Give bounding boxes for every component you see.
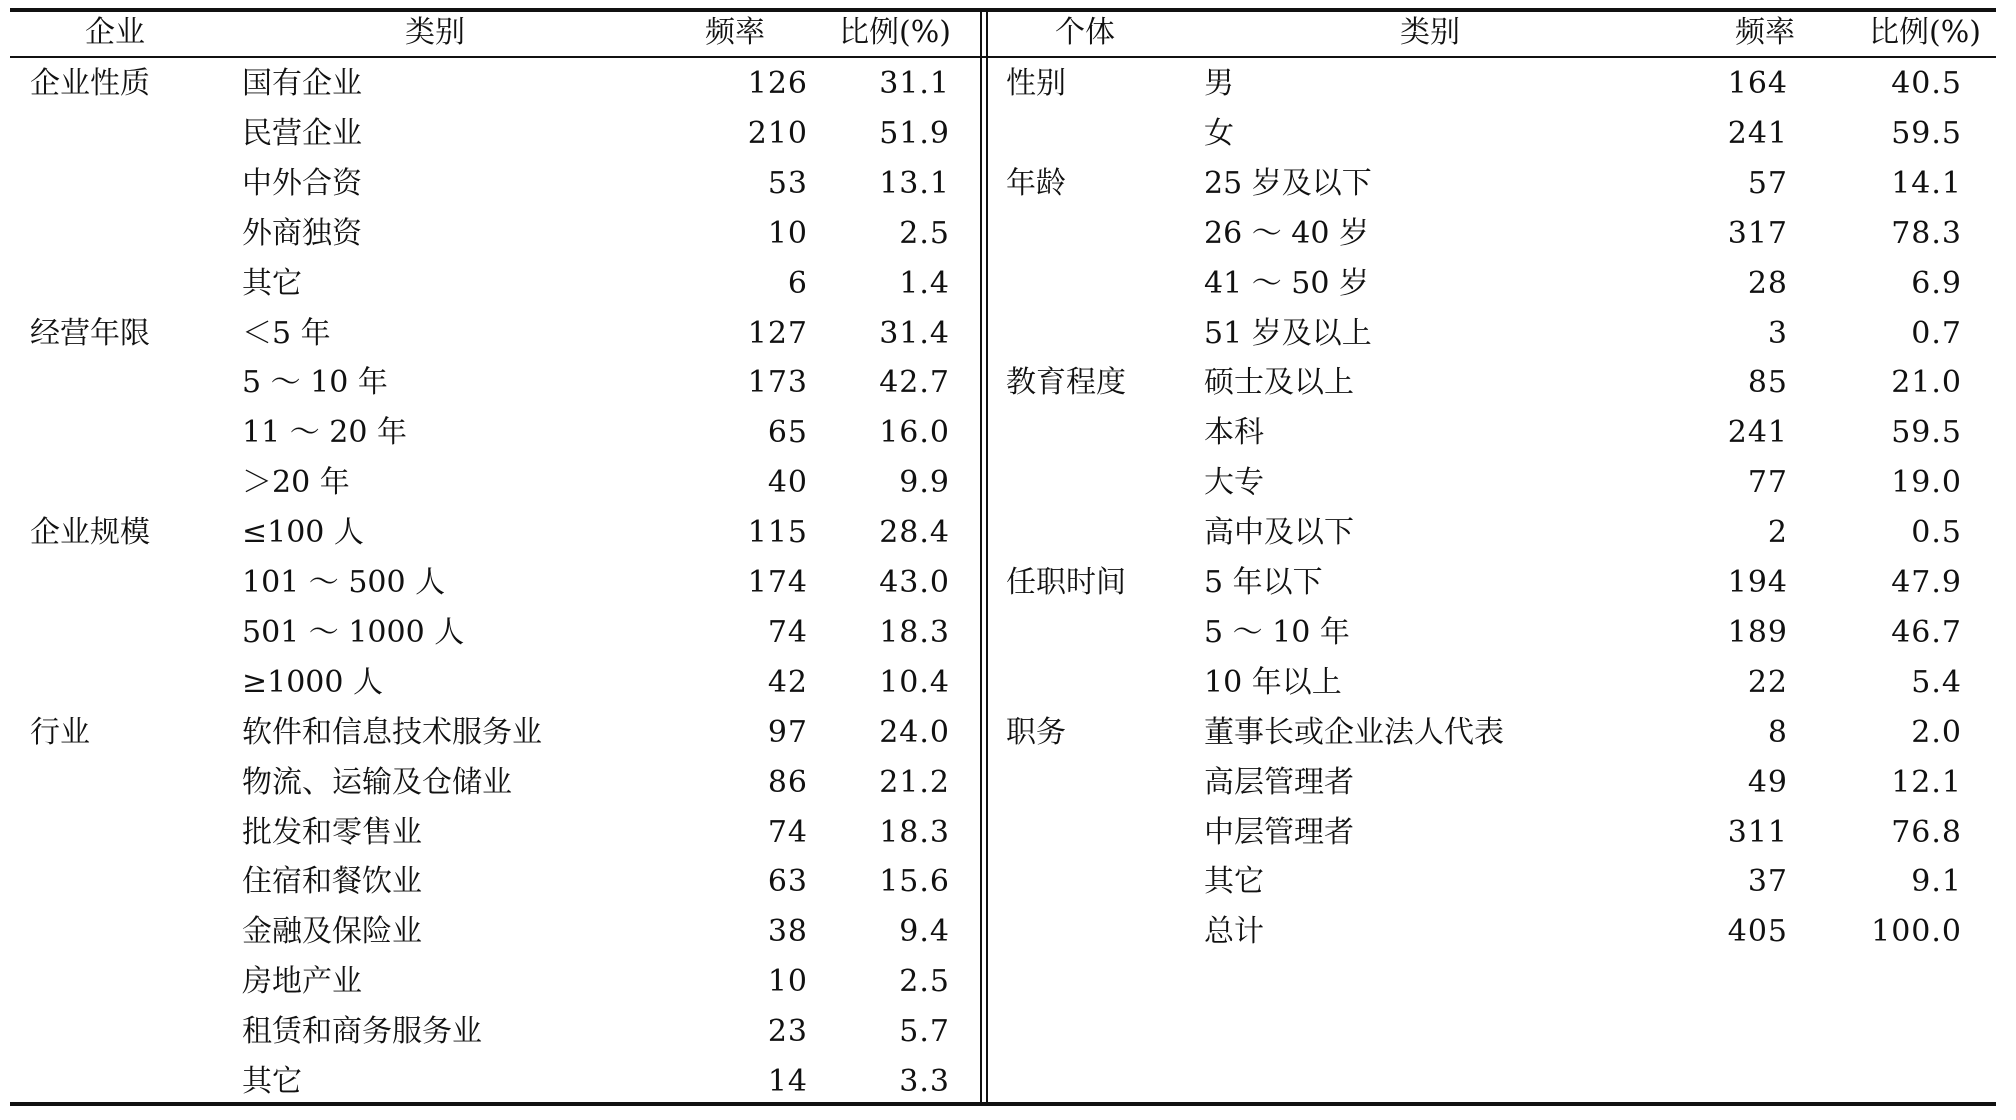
frequency-cell: 241 [1727, 115, 1788, 151]
group-cell [30, 608, 230, 658]
percent-cell: 24.0 [879, 714, 950, 750]
frequency-cell: 8 [1767, 714, 1788, 750]
category-cell: ＜5 年 [242, 315, 331, 351]
percent-cell: 78.3 [1891, 215, 1962, 251]
group-cell: 性别 [1006, 66, 1066, 101]
left-header-frequency: 频率 [705, 15, 765, 50]
percent-cell: 28.4 [879, 515, 950, 551]
percent-cell: 47.9 [1891, 565, 1962, 600]
frequency-cell: 42 [767, 664, 808, 700]
category-cell: 大专 [1204, 465, 1264, 501]
group-cell [1006, 259, 1206, 309]
category-cell: 中外合资 [242, 165, 362, 201]
category-cell: 男 [1204, 66, 1234, 101]
category-cell: 101 ～ 500 人 [242, 565, 446, 600]
group-cell [1006, 209, 1206, 259]
panel-divider-line [986, 8, 988, 1106]
group-cell [30, 358, 230, 408]
frequency-cell: 22 [1747, 664, 1788, 700]
group-cell [30, 408, 230, 458]
group-cell [1006, 508, 1206, 558]
group-cell: 行业 [30, 714, 90, 750]
group-cell [1006, 608, 1206, 658]
group-cell [1006, 758, 1206, 808]
group-cell [1006, 309, 1206, 359]
right-header-group: 个体 [1055, 15, 1115, 50]
percent-cell: 2.5 [899, 964, 950, 1000]
category-cell: 26 ～ 40 岁 [1204, 215, 1369, 251]
category-cell: 51 岁及以上 [1204, 315, 1372, 351]
category-cell: 高中及以下 [1204, 515, 1354, 551]
frequency-cell: 10 [767, 964, 808, 1000]
group-cell [1006, 109, 1206, 159]
category-cell: 董事长或企业法人代表 [1204, 714, 1504, 750]
group-cell [1006, 408, 1206, 458]
category-cell: 民营企业 [242, 115, 362, 151]
panel-divider-line [980, 8, 982, 1106]
percent-cell: 59.5 [1891, 415, 1962, 451]
group-cell [1006, 907, 1206, 957]
percent-cell: 13.1 [879, 165, 950, 201]
percent-cell: 9.9 [899, 465, 950, 501]
frequency-cell: 210 [747, 115, 808, 151]
group-cell: 职务 [1006, 714, 1066, 750]
category-cell: 25 岁及以下 [1204, 165, 1372, 201]
percent-cell: 43.0 [879, 565, 950, 600]
category-cell: 女 [1204, 115, 1234, 151]
frequency-cell: 65 [767, 415, 808, 451]
percent-cell: 16.0 [879, 415, 950, 451]
category-cell: 总计 [1204, 914, 1264, 950]
group-cell: 企业规模 [30, 515, 150, 551]
percent-cell: 0.5 [1911, 515, 1962, 551]
frequency-cell: 3 [1767, 315, 1788, 351]
category-cell: ≤100 人 [242, 515, 364, 551]
percent-cell: 5.4 [1911, 664, 1962, 700]
frequency-cell: 174 [747, 565, 808, 600]
group-cell [30, 159, 230, 209]
category-cell: 中层管理者 [1204, 814, 1354, 850]
percent-cell: 18.3 [879, 614, 950, 650]
category-cell: ≥1000 人 [242, 664, 384, 700]
frequency-cell: 37 [1747, 864, 1788, 900]
frequency-cell: 85 [1747, 365, 1788, 401]
frequency-cell: 173 [747, 365, 808, 401]
group-cell [30, 109, 230, 159]
category-cell: 物流、运输及仓储业 [242, 764, 512, 800]
frequency-cell: 311 [1727, 814, 1788, 850]
group-cell [30, 558, 230, 608]
frequency-cell: 74 [767, 814, 808, 850]
frequency-cell: 97 [767, 714, 808, 750]
percent-cell: 3.3 [899, 1064, 950, 1099]
category-cell: 批发和零售业 [242, 814, 422, 850]
group-cell: 年龄 [1006, 165, 1066, 201]
category-cell: 其它 [1204, 864, 1264, 900]
percent-cell: 19.0 [1891, 465, 1962, 501]
percent-cell: 42.7 [879, 365, 950, 401]
group-cell [30, 209, 230, 259]
frequency-cell: 77 [1747, 465, 1788, 501]
category-cell: 41 ～ 50 岁 [1204, 265, 1369, 301]
category-cell: ＞20 年 [242, 465, 350, 501]
category-cell: 金融及保险业 [242, 914, 422, 950]
category-cell: 住宿和餐饮业 [242, 864, 422, 900]
group-cell [30, 1057, 230, 1107]
category-cell: 其它 [242, 1064, 302, 1099]
frequency-cell: 2 [1767, 515, 1788, 551]
category-cell: 本科 [1204, 415, 1264, 451]
group-cell [30, 907, 230, 957]
right-header-frequency: 频率 [1735, 15, 1795, 50]
right-header-category: 类别 [1400, 15, 1460, 50]
category-cell: 高层管理者 [1204, 764, 1354, 800]
percent-cell: 2.0 [1911, 714, 1962, 750]
category-cell: 501 ～ 1000 人 [242, 614, 465, 650]
frequency-cell: 14 [767, 1064, 808, 1099]
percent-cell: 9.4 [899, 914, 950, 950]
percent-cell: 0.7 [1911, 315, 1962, 351]
category-cell: 硕士及以上 [1204, 365, 1354, 401]
group-cell [30, 957, 230, 1007]
percent-cell: 21.0 [1891, 365, 1962, 401]
percent-cell: 18.3 [879, 814, 950, 850]
frequency-cell: 53 [767, 165, 808, 201]
category-cell: 5 ～ 10 年 [1204, 614, 1350, 650]
percent-cell: 76.8 [1891, 814, 1962, 850]
percent-cell: 51.9 [879, 115, 950, 151]
percent-cell: 14.1 [1891, 165, 1962, 201]
group-cell [1006, 458, 1206, 508]
frequency-cell: 6 [787, 265, 808, 301]
frequency-cell: 317 [1727, 215, 1788, 251]
percent-cell: 100.0 [1871, 914, 1962, 950]
percent-cell: 5.7 [899, 1014, 950, 1050]
group-cell: 经营年限 [30, 315, 150, 351]
frequency-cell: 23 [767, 1014, 808, 1050]
frequency-cell: 115 [747, 515, 808, 551]
percent-cell: 31.1 [879, 66, 950, 101]
group-cell: 任职时间 [1006, 565, 1126, 600]
frequency-cell: 86 [767, 764, 808, 800]
category-cell: 国有企业 [242, 66, 362, 101]
left-header-category: 类别 [405, 15, 465, 50]
group-cell: 企业性质 [30, 66, 150, 101]
group-cell [30, 857, 230, 907]
group-cell [30, 808, 230, 858]
group-cell [30, 458, 230, 508]
category-cell: 5 ～ 10 年 [242, 365, 388, 401]
category-cell: 软件和信息技术服务业 [242, 714, 542, 750]
percent-cell: 40.5 [1891, 66, 1962, 101]
frequency-cell: 74 [767, 614, 808, 650]
group-cell [30, 758, 230, 808]
group-cell: 教育程度 [1006, 365, 1126, 401]
frequency-cell: 126 [747, 66, 808, 101]
frequency-cell: 10 [767, 215, 808, 251]
percent-cell: 6.9 [1911, 265, 1962, 301]
frequency-cell: 127 [747, 315, 808, 351]
group-cell [1006, 857, 1206, 907]
percent-cell: 1.4 [899, 265, 950, 301]
frequency-cell: 57 [1747, 165, 1788, 201]
right-header-percent: 比例(%) [1869, 15, 1981, 50]
category-cell: 5 年以下 [1204, 565, 1323, 600]
category-cell: 11 ～ 20 年 [242, 415, 407, 451]
percent-cell: 46.7 [1891, 614, 1962, 650]
category-cell: 其它 [242, 265, 302, 301]
category-cell: 房地产业 [242, 964, 362, 1000]
percent-cell: 12.1 [1891, 764, 1962, 800]
group-cell [1006, 658, 1206, 708]
left-header-group: 企业 [85, 15, 145, 50]
frequency-cell: 189 [1727, 614, 1788, 650]
frequency-cell: 241 [1727, 415, 1788, 451]
percent-cell: 9.1 [1911, 864, 1962, 900]
frequency-cell: 40 [767, 465, 808, 501]
frequency-cell: 49 [1747, 764, 1788, 800]
percent-cell: 10.4 [879, 664, 950, 700]
frequency-cell: 38 [767, 914, 808, 950]
frequency-cell: 164 [1727, 66, 1788, 101]
group-cell [30, 658, 230, 708]
frequency-cell: 194 [1727, 565, 1788, 600]
group-cell [30, 1007, 230, 1057]
percent-cell: 59.5 [1891, 115, 1962, 151]
frequency-cell: 63 [767, 864, 808, 900]
left-header-percent: 比例(%) [839, 15, 951, 50]
frequency-cell: 405 [1727, 914, 1788, 950]
percent-cell: 2.5 [899, 215, 950, 251]
percent-cell: 21.2 [879, 764, 950, 800]
percent-cell: 15.6 [879, 864, 950, 900]
category-cell: 租赁和商务服务业 [242, 1014, 482, 1050]
group-cell [30, 259, 230, 309]
category-cell: 10 年以上 [1204, 664, 1342, 700]
percent-cell: 31.4 [879, 315, 950, 351]
frequency-cell: 28 [1747, 265, 1788, 301]
category-cell: 外商独资 [242, 215, 362, 251]
group-cell [1006, 808, 1206, 858]
